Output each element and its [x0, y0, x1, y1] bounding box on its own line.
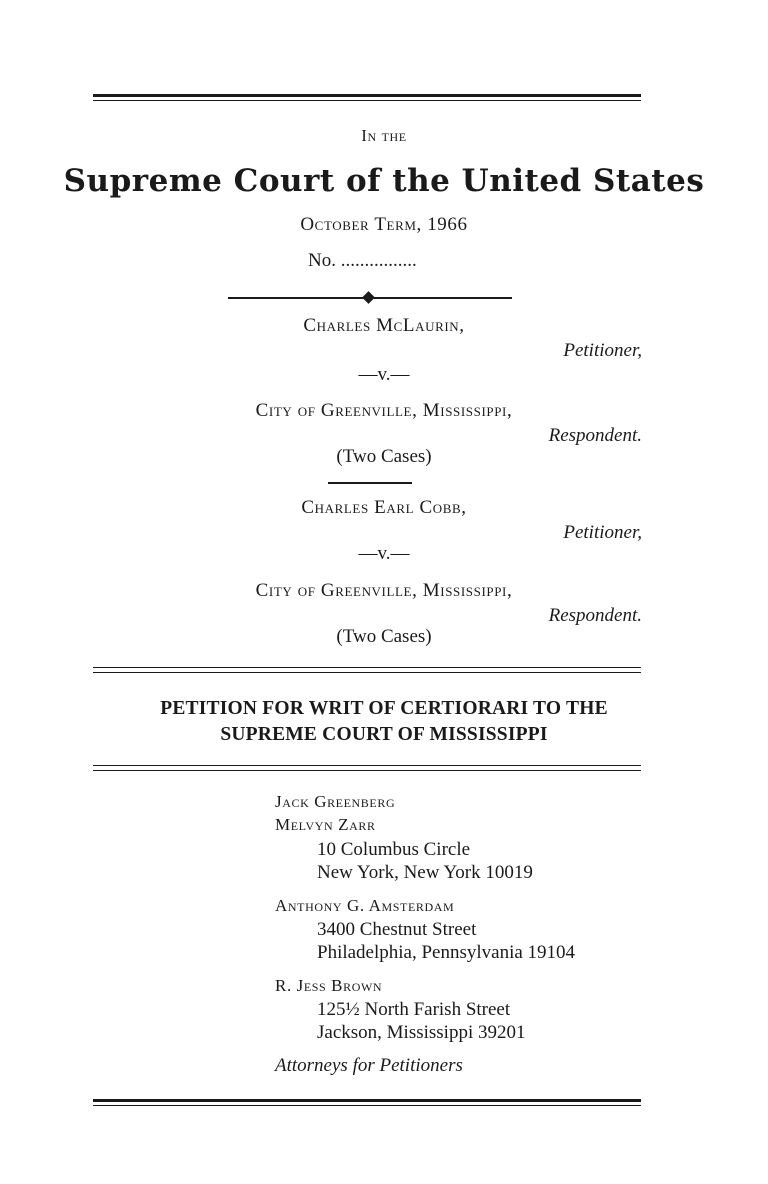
- petition-title-line2: SUPREME COURT OF MISSISSIPPI: [220, 724, 548, 745]
- attorney-name-amsterdam: Anthony G. Amsterdam: [275, 896, 455, 915]
- address-line: 10 Columbus Circle: [317, 839, 471, 860]
- top-double-rule: [93, 94, 641, 101]
- case2-note: (Two Cases): [336, 626, 432, 647]
- petition-title-line1: PETITION FOR WRIT OF CERTIORARI TO THE: [160, 698, 608, 719]
- case2-respondent-role: Respondent.: [548, 605, 642, 626]
- middle-double-rule: [93, 667, 641, 673]
- case2-versus: —v.—: [358, 543, 410, 564]
- bottom-double-rule: [93, 1099, 641, 1106]
- case1-versus: —v.—: [358, 364, 410, 385]
- attorneys-footer: Attorneys for Petitioners: [275, 1055, 463, 1076]
- case1-petitioner-role: Petitioner,: [563, 340, 642, 361]
- case-number: No. ................: [308, 250, 417, 271]
- address-line: 3400 Chestnut Street: [317, 919, 477, 940]
- address-line: 125½ North Farish Street: [317, 999, 511, 1020]
- in-the-label: In the: [361, 126, 407, 145]
- ornament-rule: [228, 292, 512, 304]
- case2-petitioner-role: Petitioner,: [563, 522, 642, 543]
- case1-note: (Two Cases): [336, 446, 432, 467]
- term-label: October Term, 1966: [300, 214, 468, 235]
- case1-respondent-name: City of Greenville, Mississippi,: [255, 400, 513, 421]
- case1-respondent-role: Respondent.: [548, 425, 642, 446]
- case2-respondent-name: City of Greenville, Mississippi,: [255, 580, 513, 601]
- address-line: Jackson, Mississippi 39201: [317, 1022, 526, 1043]
- case1-petitioner-name: Charles McLaurin,: [303, 315, 465, 336]
- address-line: New York, New York 10019: [317, 862, 533, 883]
- attorney-name-zarr: Melvyn Zarr: [275, 815, 376, 834]
- attorney-name-brown: R. Jess Brown: [275, 976, 383, 995]
- address-line: Philadelphia, Pennsylvania 19104: [317, 942, 576, 963]
- case-separator-rule: [328, 482, 412, 484]
- attorney-name-greenberg: Jack Greenberg: [275, 792, 396, 811]
- court-name: Supreme Court of the United States: [63, 163, 705, 199]
- lower-double-rule: [93, 765, 641, 771]
- case2-petitioner-name: Charles Earl Cobb,: [301, 497, 467, 518]
